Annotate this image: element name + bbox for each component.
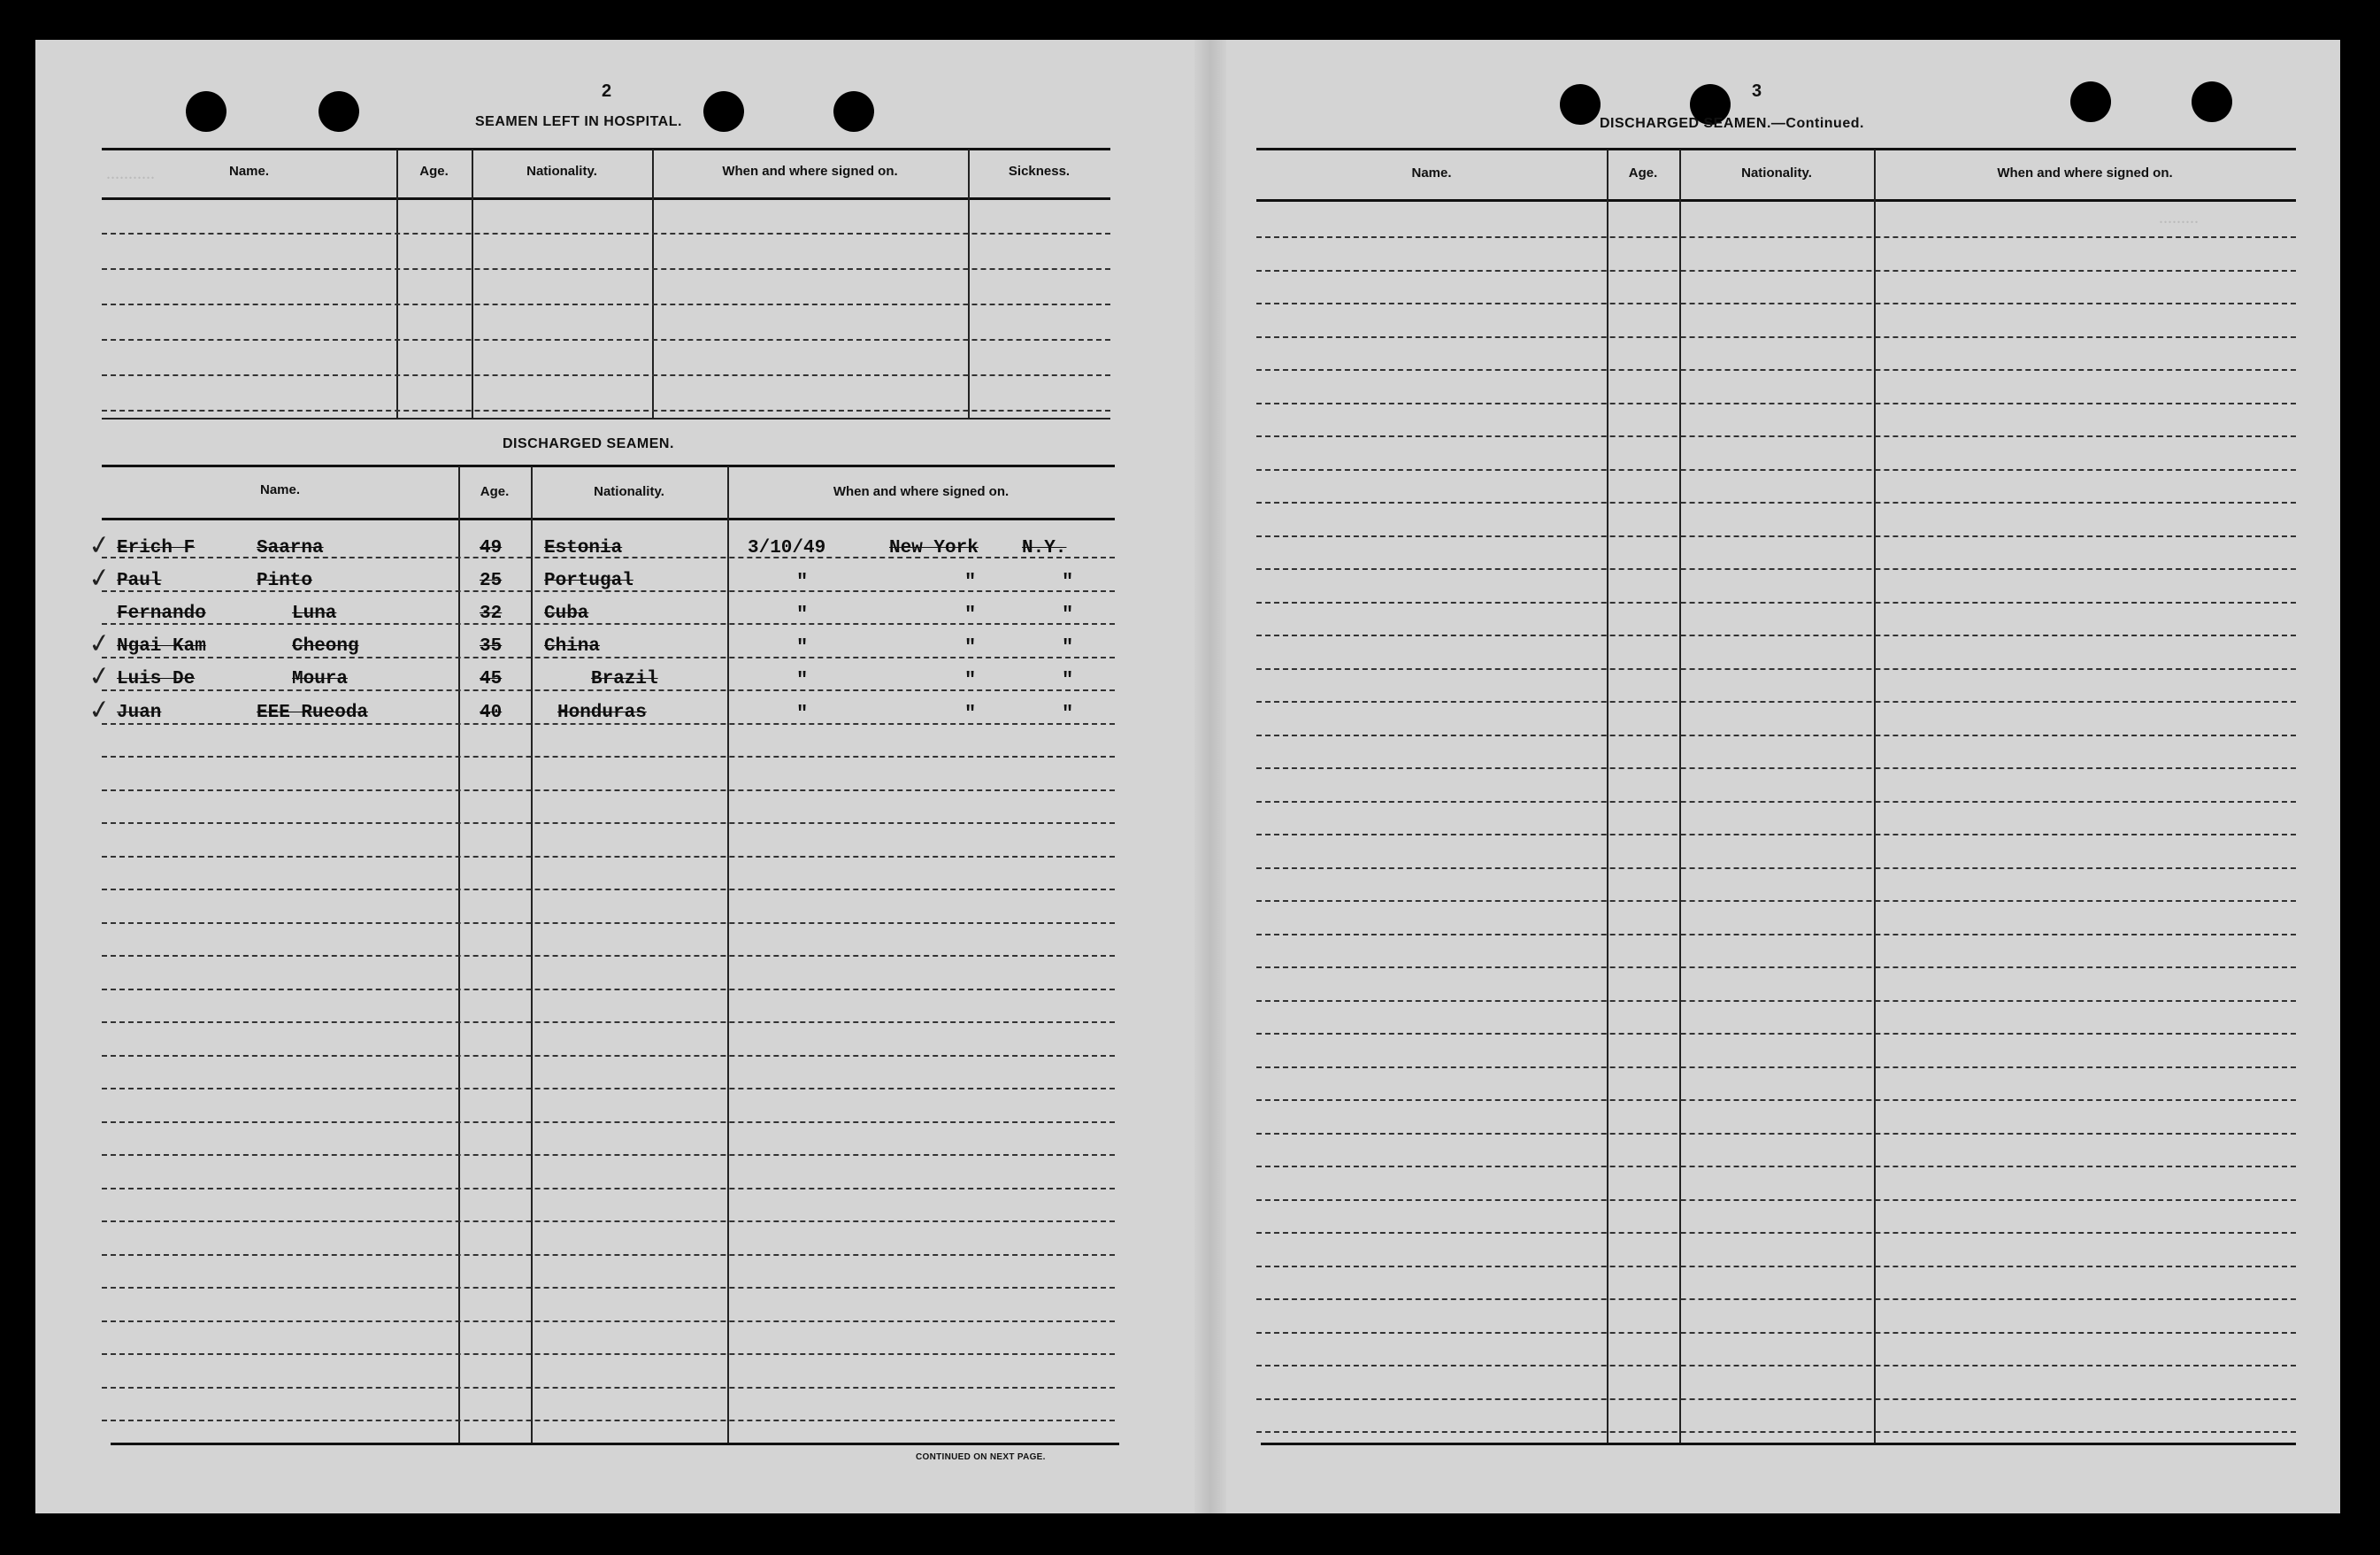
punch-hole <box>833 91 874 132</box>
hospital-header-sickness: Sickness. <box>1008 164 1071 179</box>
ledger-line <box>102 268 1110 270</box>
nationality-cell: Cuba <box>544 604 589 624</box>
hospital-col-divider <box>472 150 473 418</box>
ledger-line <box>1256 1033 2296 1035</box>
discharged-table-header-rule <box>102 518 1115 520</box>
ledger-line <box>102 657 1115 658</box>
ledger-line <box>1256 1398 2296 1400</box>
ledger-line <box>1256 668 2296 670</box>
ledger-line <box>1256 735 2296 736</box>
first-name-cell: Juan <box>117 703 162 723</box>
check-mark: ✓ <box>86 659 113 694</box>
ledger-line <box>102 1353 1115 1355</box>
last-name-cell: Cheong <box>292 636 359 657</box>
discharged-header-name: Name. <box>259 482 301 497</box>
right-header-name: Name. <box>1411 166 1452 181</box>
ditto-mark: " <box>964 669 977 691</box>
ledger-line <box>1256 834 2296 835</box>
hospital-col-divider <box>396 150 398 418</box>
ditto-mark: " <box>1062 703 1074 725</box>
ledger-line <box>102 374 1110 376</box>
ledger-line <box>1256 1431 2296 1433</box>
right-section-title: DISCHARGED SEAMEN.—Continued. <box>1600 116 1864 131</box>
last-name-cell: EEE Rueoda <box>257 703 369 723</box>
right-page-number: 3 <box>1752 81 1762 101</box>
ledger-line <box>102 1088 1115 1089</box>
punch-hole <box>703 91 744 132</box>
age-cell: 35 <box>480 636 503 657</box>
signed-on-state-cell: N.Y. <box>1022 538 1067 558</box>
right-col-divider <box>1874 150 1876 1443</box>
hospital-col-divider <box>968 150 970 418</box>
age-cell: 40 <box>480 703 503 723</box>
age-cell: 25 <box>480 571 503 591</box>
discharged-table-bottom-rule <box>111 1443 1119 1445</box>
right-col-divider <box>1679 150 1681 1443</box>
ledger-line <box>1256 336 2296 338</box>
discharged-header-age: Age. <box>480 484 510 499</box>
ledger-line <box>1256 635 2296 636</box>
ledger-line <box>102 1387 1115 1389</box>
ledger-line <box>1256 1199 2296 1201</box>
ledger-line <box>1256 435 2296 437</box>
ledger-line <box>1256 1166 2296 1167</box>
age-cell: 49 <box>480 538 503 558</box>
right-table-bottom-rule <box>1261 1443 2296 1445</box>
ledger-line <box>1256 1066 2296 1068</box>
age-cell: 32 <box>480 604 503 624</box>
check-mark: ✓ <box>86 693 113 727</box>
nationality-cell: Portugal <box>544 571 633 591</box>
ditto-mark: " <box>964 703 977 725</box>
first-name-cell: Paul <box>117 571 162 591</box>
check-mark: ✓ <box>86 528 113 563</box>
punch-hole <box>1560 84 1601 125</box>
ledger-line <box>1256 403 2296 404</box>
hospital-table-top-rule <box>102 148 1110 150</box>
document-sheet <box>35 40 2340 1513</box>
ditto-mark: " <box>964 571 977 593</box>
ledger-line <box>102 304 1110 305</box>
ledger-line <box>102 233 1110 235</box>
ditto-mark: " <box>1062 571 1074 593</box>
ledger-line <box>1256 1099 2296 1101</box>
right-header-age: Age. <box>1628 166 1658 181</box>
ledger-line <box>102 922 1115 924</box>
ledger-line <box>102 1055 1115 1057</box>
discharged-header-signed-on: When and where signed on. <box>833 484 1010 499</box>
ledger-line <box>102 989 1115 990</box>
discharged-table-top-rule <box>102 465 1115 467</box>
punch-hole <box>186 91 226 132</box>
discharged-header-nationality: Nationality. <box>594 484 664 499</box>
first-name-cell: Ngai Kam <box>117 636 206 657</box>
continued-note: CONTINUED ON NEXT PAGE. <box>916 1452 1046 1462</box>
hospital-section-title: SEAMEN LEFT IN HOSPITAL. <box>475 114 682 129</box>
ledger-line <box>1256 867 2296 869</box>
last-name-cell: Luna <box>292 604 337 624</box>
ledger-line <box>1256 801 2296 803</box>
hospital-table-header-rule <box>102 197 1110 200</box>
ledger-line <box>1256 1000 2296 1002</box>
ledger-line <box>1256 900 2296 902</box>
bleed-through-mark: ......... <box>2159 208 2199 227</box>
ledger-line <box>1256 1332 2296 1334</box>
signed-on-place-cell: New York <box>889 538 979 558</box>
ditto-mark: " <box>796 669 809 691</box>
ledger-line <box>1256 602 2296 604</box>
ledger-line <box>1256 469 2296 471</box>
hospital-header-age: Age. <box>419 164 449 179</box>
nationality-cell: Brazil <box>591 669 658 689</box>
ledger-line <box>102 1021 1115 1023</box>
ledger-line <box>102 1121 1115 1123</box>
ditto-mark: " <box>1062 636 1074 658</box>
ledger-line <box>102 1154 1115 1156</box>
ledger-line <box>1256 767 2296 769</box>
ledger-line <box>1256 502 2296 504</box>
ledger-line <box>102 955 1115 957</box>
ledger-line <box>1256 270 2296 272</box>
ledger-line <box>102 756 1115 758</box>
right-table-header-rule <box>1256 199 2296 202</box>
ledger-line <box>102 856 1115 858</box>
ledger-line <box>102 723 1115 725</box>
ledger-line <box>1256 1266 2296 1267</box>
age-cell: 45 <box>480 669 503 689</box>
ledger-line <box>102 1420 1115 1421</box>
ditto-mark: " <box>796 703 809 725</box>
right-table-top-rule <box>1256 148 2296 150</box>
hospital-header-name: Name. <box>228 164 270 179</box>
ledger-line <box>1256 1365 2296 1366</box>
ledger-line <box>102 689 1115 691</box>
first-name-cell: Fernando <box>117 604 206 624</box>
right-header-signed-on: When and where signed on. <box>1997 166 2173 181</box>
ledger-line <box>1256 1133 2296 1135</box>
discharged-section-title: DISCHARGED SEAMEN. <box>503 436 674 451</box>
hospital-header-signed-on: When and where signed on. <box>722 164 898 179</box>
ledger-line <box>102 410 1110 412</box>
ledger-line <box>1256 1232 2296 1234</box>
ditto-mark: " <box>796 571 809 593</box>
last-name-cell: Pinto <box>257 571 313 591</box>
nationality-cell: China <box>544 636 601 657</box>
ledger-line <box>102 889 1115 890</box>
hospital-col-divider <box>652 150 654 418</box>
section-divider-rule <box>102 418 1110 420</box>
first-name-cell: Luis De <box>117 669 196 689</box>
ledger-line <box>102 789 1115 791</box>
bleed-through-mark: ........... <box>106 164 155 183</box>
ledger-line <box>1256 966 2296 968</box>
ledger-line <box>102 1220 1115 1222</box>
signed-on-date-cell: 3/10/49 <box>748 538 826 558</box>
ledger-line <box>1256 934 2296 935</box>
ditto-mark: " <box>796 604 809 626</box>
ledger-line <box>102 1287 1115 1289</box>
ledger-line <box>1256 303 2296 304</box>
ditto-mark: " <box>964 636 977 658</box>
nationality-cell: Estonia <box>544 538 623 558</box>
ledger-line <box>102 1254 1115 1256</box>
check-mark: ✓ <box>86 627 113 661</box>
ledger-line <box>1256 369 2296 371</box>
ditto-mark: " <box>796 636 809 658</box>
check-mark: ✓ <box>86 561 113 596</box>
punch-hole <box>319 91 359 132</box>
ledger-line <box>1256 1298 2296 1300</box>
nationality-cell: Honduras <box>557 703 647 723</box>
ledger-line <box>102 339 1110 341</box>
ledger-line <box>1256 236 2296 238</box>
ledger-line <box>102 822 1115 824</box>
ledger-line <box>102 1320 1115 1322</box>
ledger-line <box>1256 535 2296 537</box>
right-col-divider <box>1607 150 1608 1443</box>
left-page-number: 2 <box>602 81 612 101</box>
punch-hole <box>2192 81 2232 122</box>
ditto-mark: " <box>1062 669 1074 691</box>
hospital-header-nationality: Nationality. <box>526 164 597 179</box>
right-header-nationality: Nationality. <box>1741 166 1812 181</box>
ditto-mark: " <box>964 604 977 626</box>
last-name-cell: Saarna <box>257 538 324 558</box>
punch-hole <box>2070 81 2111 122</box>
first-name-cell: Erich F <box>117 538 196 558</box>
ditto-mark: " <box>1062 604 1074 626</box>
ledger-line <box>102 1188 1115 1189</box>
ledger-line <box>1256 568 2296 570</box>
last-name-cell: Moura <box>292 669 349 689</box>
ledger-line <box>102 623 1115 625</box>
ledger-line <box>1256 701 2296 703</box>
